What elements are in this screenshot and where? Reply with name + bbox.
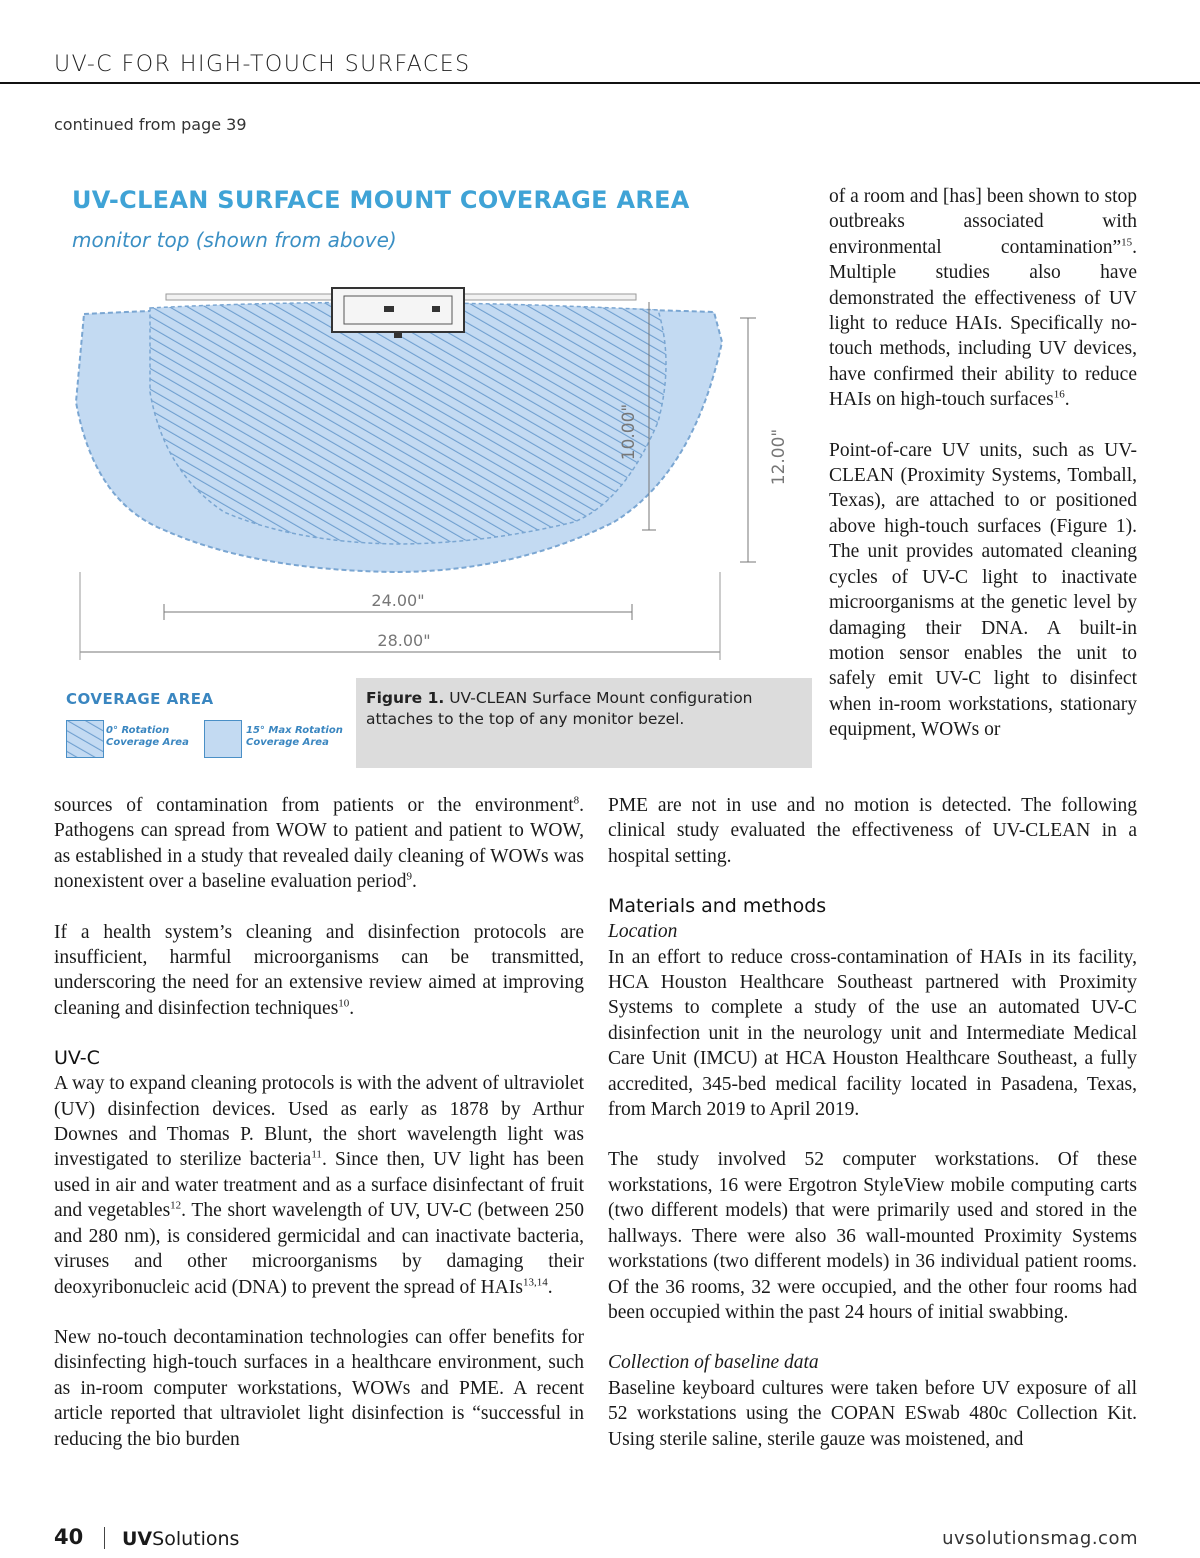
legend-label-line: 15° Max Rotation (246, 725, 343, 736)
figure-subtitle: monitor top (shown from above) (72, 228, 397, 252)
caption-label: Figure 1. (366, 689, 445, 707)
unit-port (384, 306, 394, 312)
paragraph: Baseline keyboard cultures were taken before UV exposure of all 52 workstations using the COPAN ESwab 480c Collection Kit. Using sterile saline, sterile gauze was moistened, and (608, 1377, 1137, 1450)
right-top-column (829, 184, 1137, 743)
legend-label-line: Coverage Area (246, 737, 329, 748)
footer-separator (104, 1527, 105, 1549)
legend-title: COVERAGE AREA (66, 690, 214, 708)
legend-hatch (67, 721, 103, 757)
paragraph: If a health system’s cleaning and disinfection protocols are insufficient, harmful microorganisms can be transmitted, underscoring the need for an extensive review aimed at improving cleaning and disinfection techniques$^{10}$. (54, 921, 584, 1019)
unit-led (432, 306, 440, 312)
footer-url: uvsolutionsmag.com (942, 1528, 1138, 1549)
header-rule (0, 82, 1200, 84)
left-column (54, 793, 584, 1452)
coverage-diagram (54, 272, 814, 672)
depth-outer-label: 12.00" (769, 428, 789, 486)
running-title: UV-C FOR HIGH-TOUCH SURFACES (54, 52, 471, 77)
caption-text: UV-CLEAN Surface Mount configuration attaches to the top of any monitor bezel. (366, 689, 753, 728)
paragraph: The study involved 52 computer workstations. Of these workstations, 16 were Ergotron StyleView mobile computing carts (two different models) that were primarily used and stored in the hallways. There were also 36 wall-mounted Proximity Systems workstations (two different models) in 36 individual patient rooms. Of the 36 rooms, 32 were occupied, and the other four rooms had been occupied within the past 24 hours of initial swabbing. (608, 1149, 1137, 1323)
legend-swatch-zero-rotation (66, 720, 104, 758)
width-inner-label: 24.00" (371, 591, 425, 610)
legend-label-line: Coverage Area (106, 737, 189, 748)
figure-caption (366, 688, 796, 730)
uv-clean-unit (332, 288, 464, 332)
page-number: 40 (54, 1525, 84, 1549)
figure-caption-box (356, 678, 812, 768)
paragraph: New no-touch decontamination technologies can offer benefits for disinfecting high-touch surfaces in a healthcare environment, such as in-room computer workstations, WOWs and PME. A recent article reported that ultraviolet light disinfection is “successful in reducing the bio burden (54, 1326, 584, 1450)
paragraph: of a room and [has] been shown to stop outbreaks associated with environmental contamination”$^{15}$. Multiple studies also have demonstrated the effectiveness of UV light to reduce HAIs. Specifically no-touch methods, including UV devices, have confirmed their ability to reduce HAIs on high-touch surfaces$^{16}$. (829, 186, 1137, 411)
legend-label-max-rotation (246, 725, 343, 749)
right-column (608, 793, 1137, 1452)
legend-label-zero-rotation (106, 725, 189, 749)
legend-label-line: 0° Rotation (106, 725, 170, 736)
brand-rest: Solutions (152, 1528, 240, 1550)
depth-inner-label: 10.00" (619, 403, 639, 461)
section-heading-methods: Materials and methods (608, 895, 827, 918)
zero-rotation-coverage-area (150, 302, 666, 544)
paragraph: PME are not in use and no motion is detected. The following clinical study evaluated the effectiveness of UV-CLEAN in a hospital setting. (608, 795, 1137, 867)
width-outer-label: 28.00" (377, 631, 431, 650)
brand-bold: UV (122, 1528, 153, 1550)
paragraph: sources of contamination from patients or the environment$^8$. Pathogens can spread from WOW to patient and patient to WOW, as established in a study that revealed daily cleaning of WOWs was nonexistent over a baseline evaluation period$^9$. (54, 794, 584, 893)
continued-note: continued from page 39 (54, 115, 247, 134)
unit-sensor (394, 332, 402, 338)
paragraph: Point-of-care UV units, such as UV-CLEAN (Proximity Systems, Tomball, Texas), are attached to or positioned above high-touch surfaces (Figure 1). The unit provides automated cleaning cycles of UV-C light to inactivate microorganisms at the genetic level by damaging their DNA. A built-in motion sensor enables the unit to safely emit UV-C light to disinfect when in-room workstations, stationary equipment, WOWs or (829, 439, 1137, 741)
legend-swatch-max-rotation (204, 720, 242, 758)
paragraph: In an effort to reduce cross-contamination of HAIs in its facility, HCA Houston Healthcare Southeast partnered with Proximity Systems to complete a study of the use an automated UV-C disinfection unit in the neurology unit and Intermediate Medical Care Unit (IMCU) at HCA Houston Healthcare Southeast, a fully accredited, 345-bed medical facility located in Pasadena, Texas, from March 2019 to April 2019. (608, 946, 1137, 1121)
section-heading-uvc: UV-C (54, 1047, 100, 1070)
paragraph: A way to expand cleaning protocols is with the advent of ultraviolet (UV) disinfection devices. Used as early as 1878 by Arthur Downes and Thomas P. Blunt, the short wavelength light was investigated to sterilize bacteria$^{11}$. Since then, UV light has been used in air and water treatment and as a surface disinfectant of fruit and vegetables$^{12}$. The short wavelength of UV, UV-C (between 250 and 280 nm), is considered germicidal and can inactivate bacteria, viruses and other microorganisms by damaging their deoxyribonucleic acid (DNA) to prevent the spread of HAIs$^{13,14}$. (54, 1073, 585, 1298)
footer-brand (122, 1528, 239, 1550)
subheading-location: Location (608, 921, 678, 943)
figure-title: UV-CLEAN SURFACE MOUNT COVERAGE AREA (72, 186, 690, 214)
subheading-baseline: Collection of baseline data (608, 1352, 819, 1374)
